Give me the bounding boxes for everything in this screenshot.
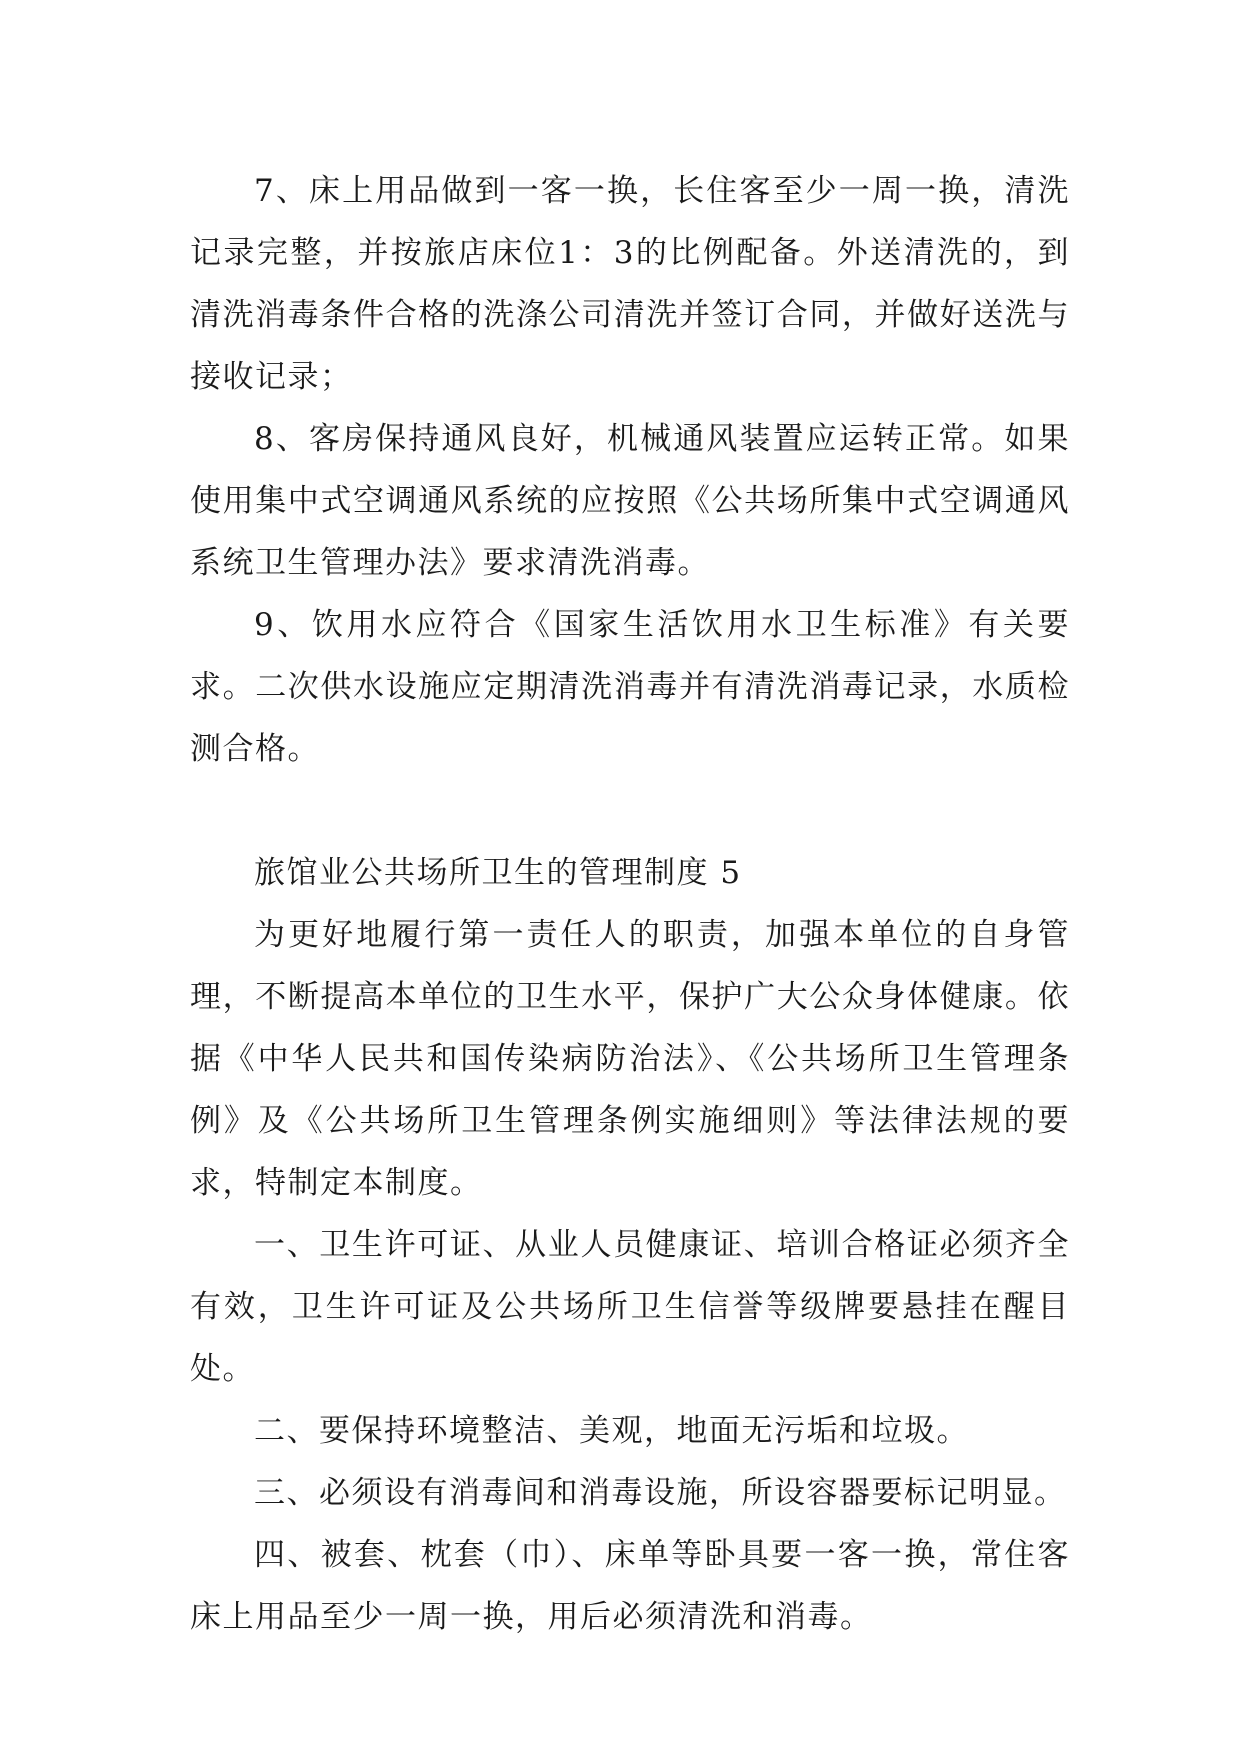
rule-paragraph-4: 四、被套、枕套（巾）、床单等卧具要一客一换，常住客床上用品至少一周一换，用后必须清洗和消毒。 [190,1537,1070,1635]
section-title: 旅馆业公共场所卫生的管理制度 5 [254,855,742,891]
paragraph-item-7: 7、床上用品做到一客一换，长住客至少一周一换，清洗记录完整，并按旅店床位1：3的比例配备。外送清洗的，到清洗消毒条件合格的洗涤公司清洗并签订合同，并做好送洗与接收记录； [190,173,1070,395]
intro-paragraph: 为更好地履行第一责任人的职责，加强本单位的自身管理，不断提高本单位的卫生水平，保护广大公众身体健康。依据《中华人民共和国传染病防治法》、《公共场所卫生管理条例》及《公共场所卫生管理条例实施细则》等法律法规的要求，特制定本制度。 [190,917,1070,1201]
paragraph-item-9: 9、饮用水应符合《国家生活饮用水卫生标准》有关要求。二次供水设施应定期清洗消毒并有清洗消毒记录，水质检测合格。 [190,607,1070,767]
document-body [190,160,1070,1648]
paragraph-item-8: 8、客房保持通风良好，机械通风装置应运转正常。如果使用集中式空调通风系统的应按照《公共场所集中式空调通风系统卫生管理办法》要求清洗消毒。 [190,421,1070,581]
rule-paragraph-3: 三、必须设有消毒间和消毒设施，所设容器要标记明显。 [254,1475,1067,1511]
rule-paragraph-1: 一、卫生许可证、从业人员健康证、培训合格证必须齐全有效，卫生许可证及公共场所卫生信誉等级牌要悬挂在醒目处。 [190,1227,1070,1387]
rule-paragraph-2: 二、要保持环境整洁、美观，地面无污垢和垃圾。 [254,1413,969,1449]
